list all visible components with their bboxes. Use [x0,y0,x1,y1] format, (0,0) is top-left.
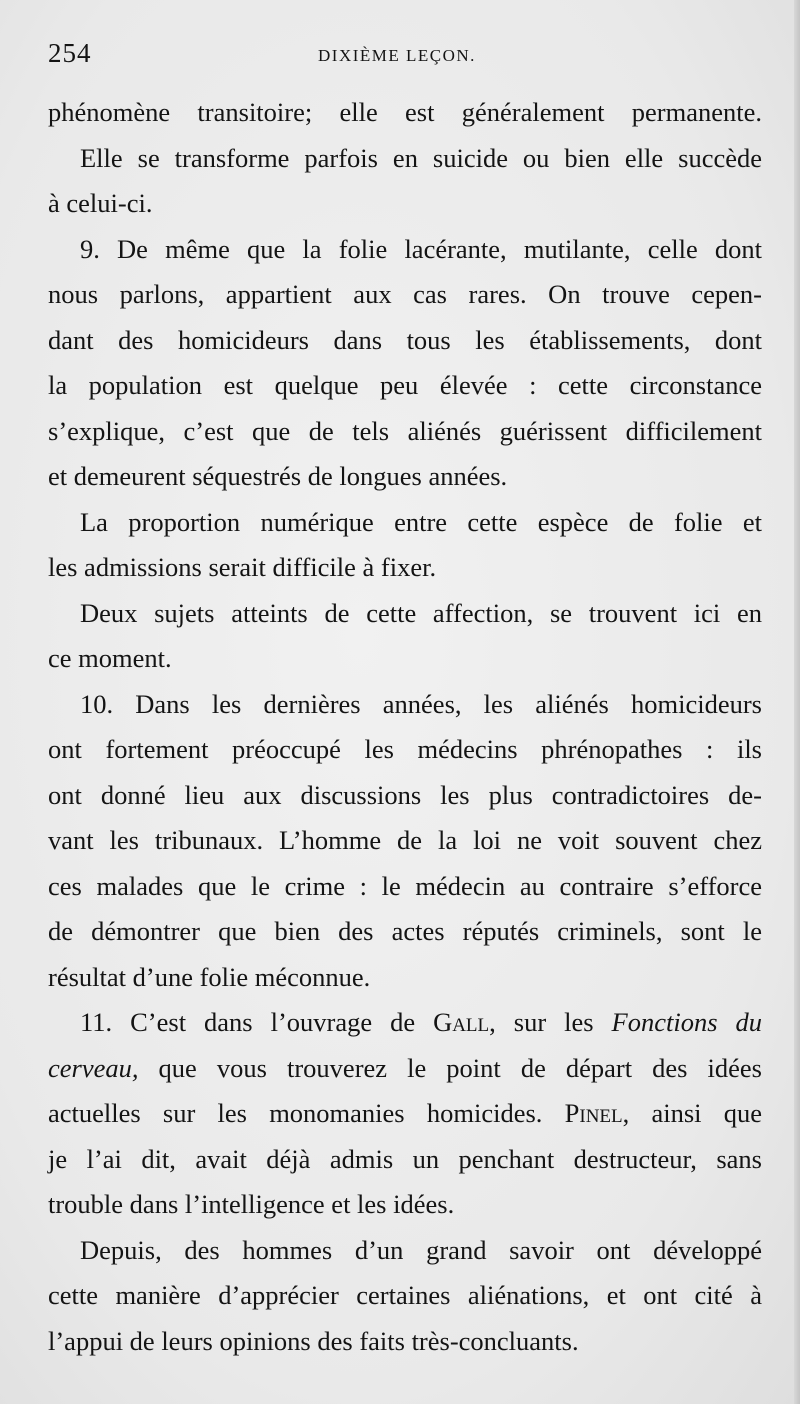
page-number: 254 [48,38,92,68]
author-name-pinel: Pinel [564,1098,623,1128]
text-line: je l’ai dit, avait déjà admis un penchant destructeur, sans [48,1143,762,1174]
text-line: nous parlons, appartient aux cas rares. On trouve cepen- [48,279,762,309]
text-line: de démontrer que bien des actes réputés criminels, sont le [48,916,762,946]
text-line: et demeurent séquestrés de longues années. [48,461,508,491]
text-line: les admissions serait difficile à fixer. [48,552,437,582]
text-line: trouble dans l’intelligence et les idées. [48,1189,455,1219]
text-line: 10. Dans les dernières années, les aliénés homicideurs [80,688,762,719]
text-line: dant des homicideurs dans tous les établissements, dont [48,324,762,355]
text-line [48,1046,762,1092]
author-name-gall: Gall [433,1007,490,1037]
text-run: C’est dans l’ouvrage de [112,1007,434,1037]
text-line: s’explique, c’est que de tels aliénés guérissent difficilement [48,415,762,446]
text-line: ont fortement préoccupé les médecins phrénopathes : ils [48,734,762,764]
text-line: Depuis, des hommes d’un grand savoir ont développé [80,1234,762,1265]
text-line: ont donné lieu aux discussions les plus contradictoires de- [48,779,762,810]
book-title: Fonctions du [611,1007,762,1037]
text-line: vant les tribunaux. L’homme de la loi ne voit souvent chez [48,825,762,855]
paragraph-number: 11. [80,1007,113,1037]
text-line: ce moment. [48,643,172,673]
text-line: 9. De même que la folie lacérante, mutilante, celle dont [80,233,762,264]
text-line: Deux sujets atteints de cette affection, se trouvent ici en [80,597,762,628]
text-line: l’appui de leurs opinions des faits très-concluants. [48,1325,579,1356]
text-run: que vous trouverez le point de départ des idées [138,1052,762,1083]
text-line [48,1000,762,1046]
running-head: DIXIÈME LEÇON. [318,46,476,65]
page-header [48,38,758,78]
text-line [48,1091,762,1137]
text-run: , sur les [489,1007,612,1037]
text-line: la population est quelque peu élevée : cette circonstance [48,370,762,400]
text-line: La proportion numérique entre cette espèce de folie et [80,506,762,537]
page-body [48,90,762,1364]
text-line: cette manière d’apprécier certaines aliénations, et ont cité à [48,1280,762,1310]
text-line: ces malades que le crime : le médecin au contraire s’efforce [48,870,762,901]
text-line: résultat d’une folie méconnue. [48,961,371,992]
page-edge-shadow [794,0,800,1404]
text-run: , ainsi que [622,1098,763,1128]
text-run: actuelles sur les monomanies homicides. [48,1098,565,1128]
book-title: cerveau, [48,1052,139,1083]
text-line: Elle se transforme parfois en suicide ou bien elle succède [80,142,762,173]
text-line: phénomène transitoire; elle est généralement permanente. [48,97,762,127]
text-line: à celui-ci. [48,188,153,218]
